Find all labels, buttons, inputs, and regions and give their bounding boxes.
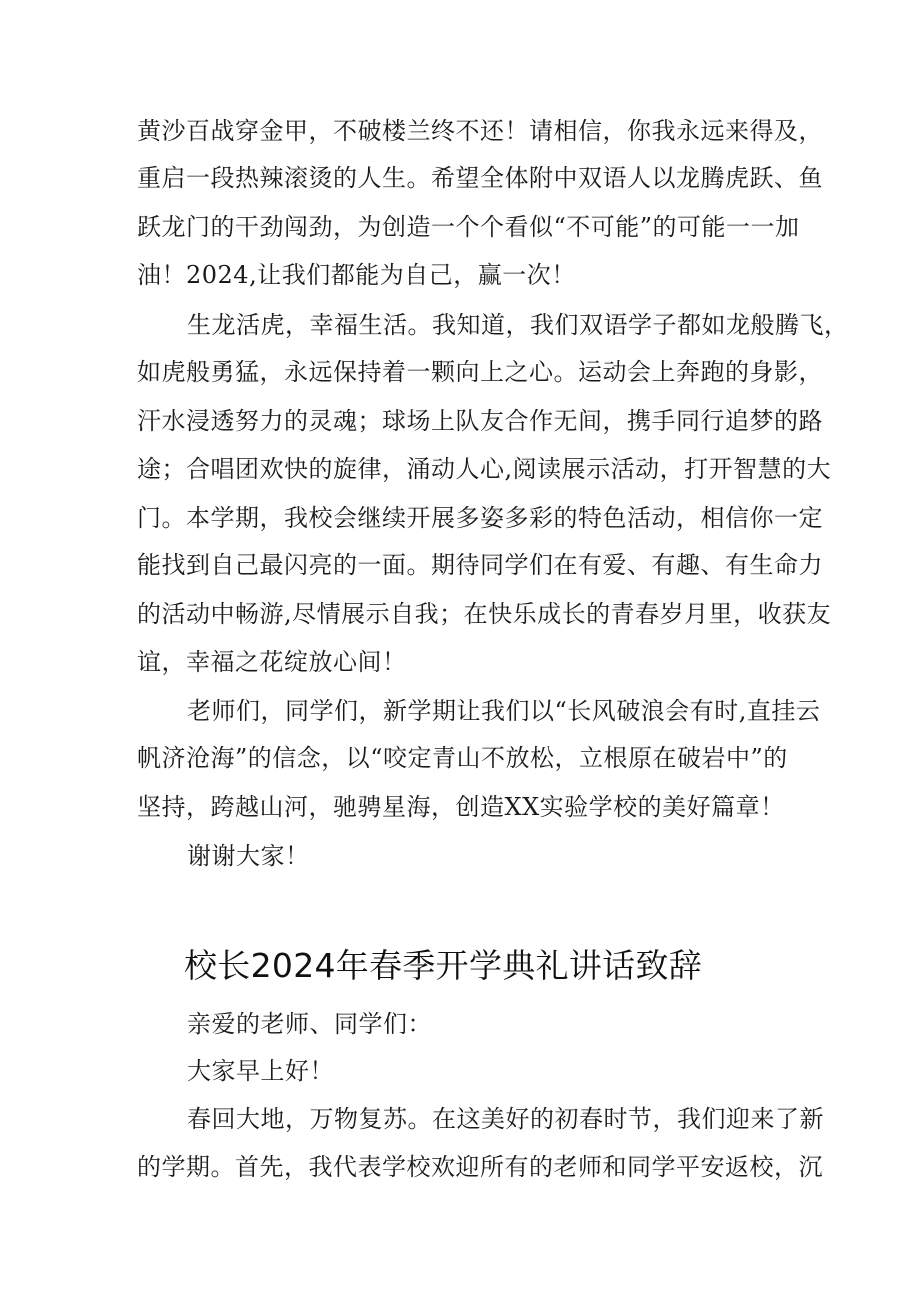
text-line: 汗水浸透努力的灵魂；球场上队友合作无间，携手同行追梦的路 xyxy=(137,407,823,435)
text-line: 途；合唱团欢快的旋律，涌动人心,阅读展示活动，打开智慧的大 xyxy=(137,455,832,483)
text-line: 重启一段热辣滚烫的人生。希望全体附中双语人以龙腾虎跃、鱼 xyxy=(137,164,823,192)
text-line: 油！2024,让我们都能为自己，赢一次！ xyxy=(137,261,576,289)
text-line: 坚持，跨越山河，驰骋星海，创造XX实验学校的美好篇章！ xyxy=(137,793,785,821)
text-line: 如虎般勇猛，永远保持着一颗向上之心。运动会上奔跑的身影， xyxy=(137,358,823,386)
text-line: 的活动中畅游,尽情展示自我；在快乐成长的青春岁月里，收获友 xyxy=(137,600,832,628)
text-line: 帆济沧海”的信念，以“咬定青山不放松，立根原在破岩中”的 xyxy=(137,744,788,772)
text-line: 的学期。首先，我代表学校欢迎所有的老师和同学平安返校，沉 xyxy=(137,1153,823,1181)
salutation-line: 大家早上好！ xyxy=(187,1057,334,1085)
text-line: 老师们，同学们，新学期让我们以“长风破浪会有时,直挂云 xyxy=(187,697,821,725)
text-line: 谢谢大家！ xyxy=(187,842,310,870)
speech-title: 校长2024年春季开学典礼讲话致辞 xyxy=(184,946,703,985)
text-line: 跃龙门的干劲闯劲，为创造一个个看似“不可能”的可能一一加 xyxy=(137,213,800,241)
text-line: 能找到自己最闪亮的一面。期待同学们在有爱、有趣、有生命力 xyxy=(137,551,823,579)
text-line: 谊，幸福之花绽放心间！ xyxy=(137,648,407,676)
greeting-line: 亲爱的老师、同学们： xyxy=(187,1010,432,1038)
text-line: 门。本学期，我校会继续开展多姿多彩的特色活动，相信你一定 xyxy=(137,504,823,532)
text-line: 生龙活虎，幸福生活。我知道，我们双语学子都如龙般腾飞， xyxy=(187,311,849,339)
text-line: 黄沙百战穿金甲，不破楼兰终不还！请相信，你我永远来得及， xyxy=(137,117,823,145)
text-line: 春回大地，万物复苏。在这美好的初春时节，我们迎来了新 xyxy=(187,1105,824,1133)
